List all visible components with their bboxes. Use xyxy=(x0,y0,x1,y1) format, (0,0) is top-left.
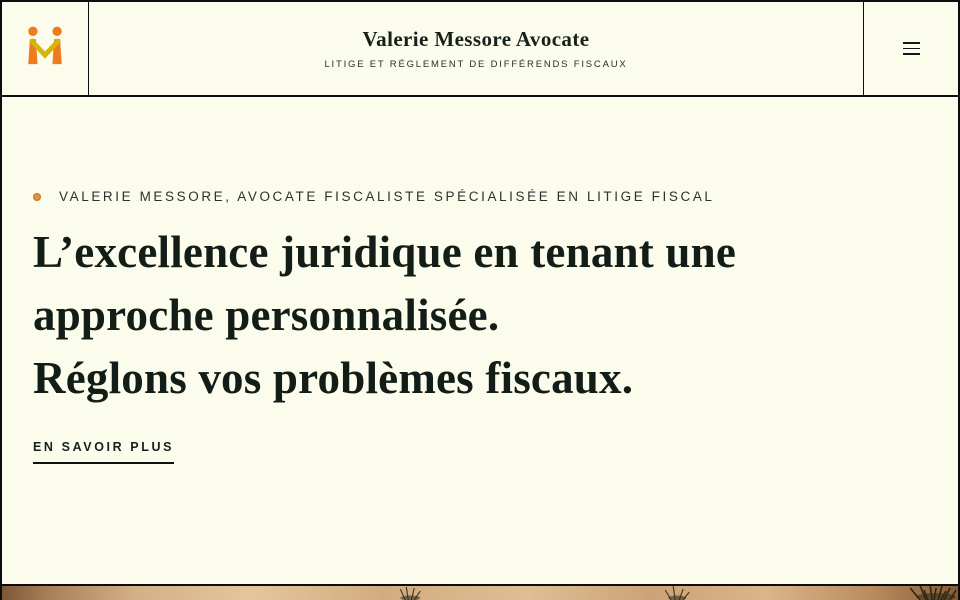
menu-cell xyxy=(863,2,958,95)
hero-heading-line-3: Réglons vos problèmes fiscaux. xyxy=(33,353,634,403)
footer-photo-strip xyxy=(2,584,958,600)
hero-section xyxy=(2,97,958,464)
site-tagline: LITIGE ET RÉGLEMENT DE DIFFÉRENDS FISCAUX xyxy=(324,59,628,70)
learn-more-link[interactable]: EN SAVOIR PLUS xyxy=(33,440,174,464)
hero-heading-line-2: approche personnalisée. xyxy=(33,290,500,340)
logo-cell[interactable] xyxy=(2,2,89,95)
eyebrow-text: VALERIE MESSORE, AVOCATE FISCALISTE SPÉCIALISÉE EN LITIGE FISCAL xyxy=(59,189,715,204)
eyebrow xyxy=(33,189,958,204)
header-title-block xyxy=(89,2,863,95)
grass-silhouettes-icon xyxy=(2,586,958,600)
hero-heading xyxy=(33,221,958,410)
hamburger-menu-icon[interactable] xyxy=(897,36,926,61)
site-header xyxy=(2,2,958,97)
mv-monogram-logo-icon xyxy=(26,26,64,71)
bullet-dot-icon xyxy=(33,193,41,201)
site-title: Valerie Messore Avocate xyxy=(362,27,590,51)
hero-heading-line-1: L’excellence juridique en tenant une xyxy=(33,227,737,277)
